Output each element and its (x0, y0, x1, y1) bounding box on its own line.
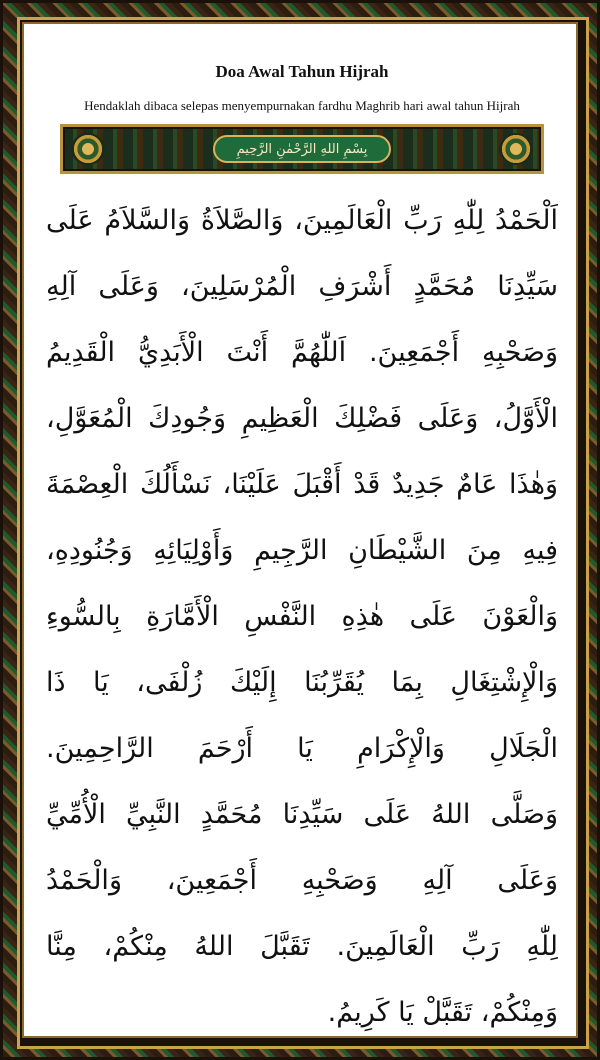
document-title: Doa Awal Tahun Hijrah (215, 62, 389, 81)
reading-instruction: Hendaklah dibaca selepas menyempurnakan fardhu Maghrib hari awal tahun Hijrah (84, 98, 520, 113)
prayer-line: وَالْإِشْتِغَالِ بِمَا يُقَرِّبُنَا إِلَيْكَ زُلْفَى، يَا ذَا (46, 667, 558, 698)
prayer-line: سَيِّدِنَا مُحَمَّدٍ أَشْرَفِ الْمُرْسَلِينَ، وَعَلَى آلِهِ (46, 271, 558, 302)
basmalah-panel (213, 135, 391, 163)
prayer-line: لِلّٰهِ رَبِّ الْعَالَمِينَ. تَقَبَّلَ اللهُ مِنْكُمْ، مِنَّا (46, 931, 558, 962)
prayer-line: وَصَحْبِهِ أَجْمَعِينَ. اَللّٰهُمَّ أَنْتَ الْأَبَدِيُّ الْقَدِيمُ (46, 337, 558, 368)
prayer-line: وَهٰذَا عَامٌ جَدِيدٌ قَدْ أَقْبَلَ عَلَيْنَا، نَسْأَلُكَ الْعِصْمَةَ (46, 469, 558, 500)
document-page (22, 22, 578, 1038)
ornament-medallion-left-icon (71, 133, 105, 165)
prayer-line: وَعَلَى آلِهِ وَصَحْبِهِ أَجْمَعِينَ، وَالْحَمْدُ (46, 865, 558, 896)
prayer-line: فِيهِ مِنَ الشَّيْطَانِ الرَّجِيمِ وَأَوْلِيَائِهِ وَجُنُودِهِ، (46, 535, 558, 566)
prayer-line: اَلْحَمْدُ لِلّٰهِ رَبِّ الْعَالَمِينَ، وَالصَّلاَةُ وَالسَّلاَمُ عَلَى (46, 205, 558, 236)
prayer-line: وَالْعَوْنَ عَلَى هٰذِهِ النَّفْسِ الْأَمَّارَةِ بِالسُّوءِ (46, 601, 558, 632)
prayer-line: الْأَوَّلُ، وَعَلَى فَضْلِكَ الْعَظِيمِ وَجُودِكَ الْمُعَوَّلِ، (46, 403, 558, 434)
prayer-text (46, 188, 558, 1046)
basmalah-banner (60, 124, 544, 174)
prayer-line: وَصَلَّى اللهُ عَلَى سَيِّدِنَا مُحَمَّدٍ النَّبِيِّ الْأُمِّيِّ (46, 799, 558, 830)
basmalah-text: بِسْمِ اللهِ الرَّحْمٰنِ الرَّحِيمِ (236, 141, 368, 157)
ornament-medallion-right-icon (499, 133, 533, 165)
prayer-line: الْجَلَالِ وَالْإِكْرَامِ يَا أَرْحَمَ الرَّاحِمِينَ. (46, 733, 558, 764)
prayer-line: وَمِنْكُمْ، تَقَبَّلْ يَا كَرِيمُ. (327, 997, 558, 1028)
